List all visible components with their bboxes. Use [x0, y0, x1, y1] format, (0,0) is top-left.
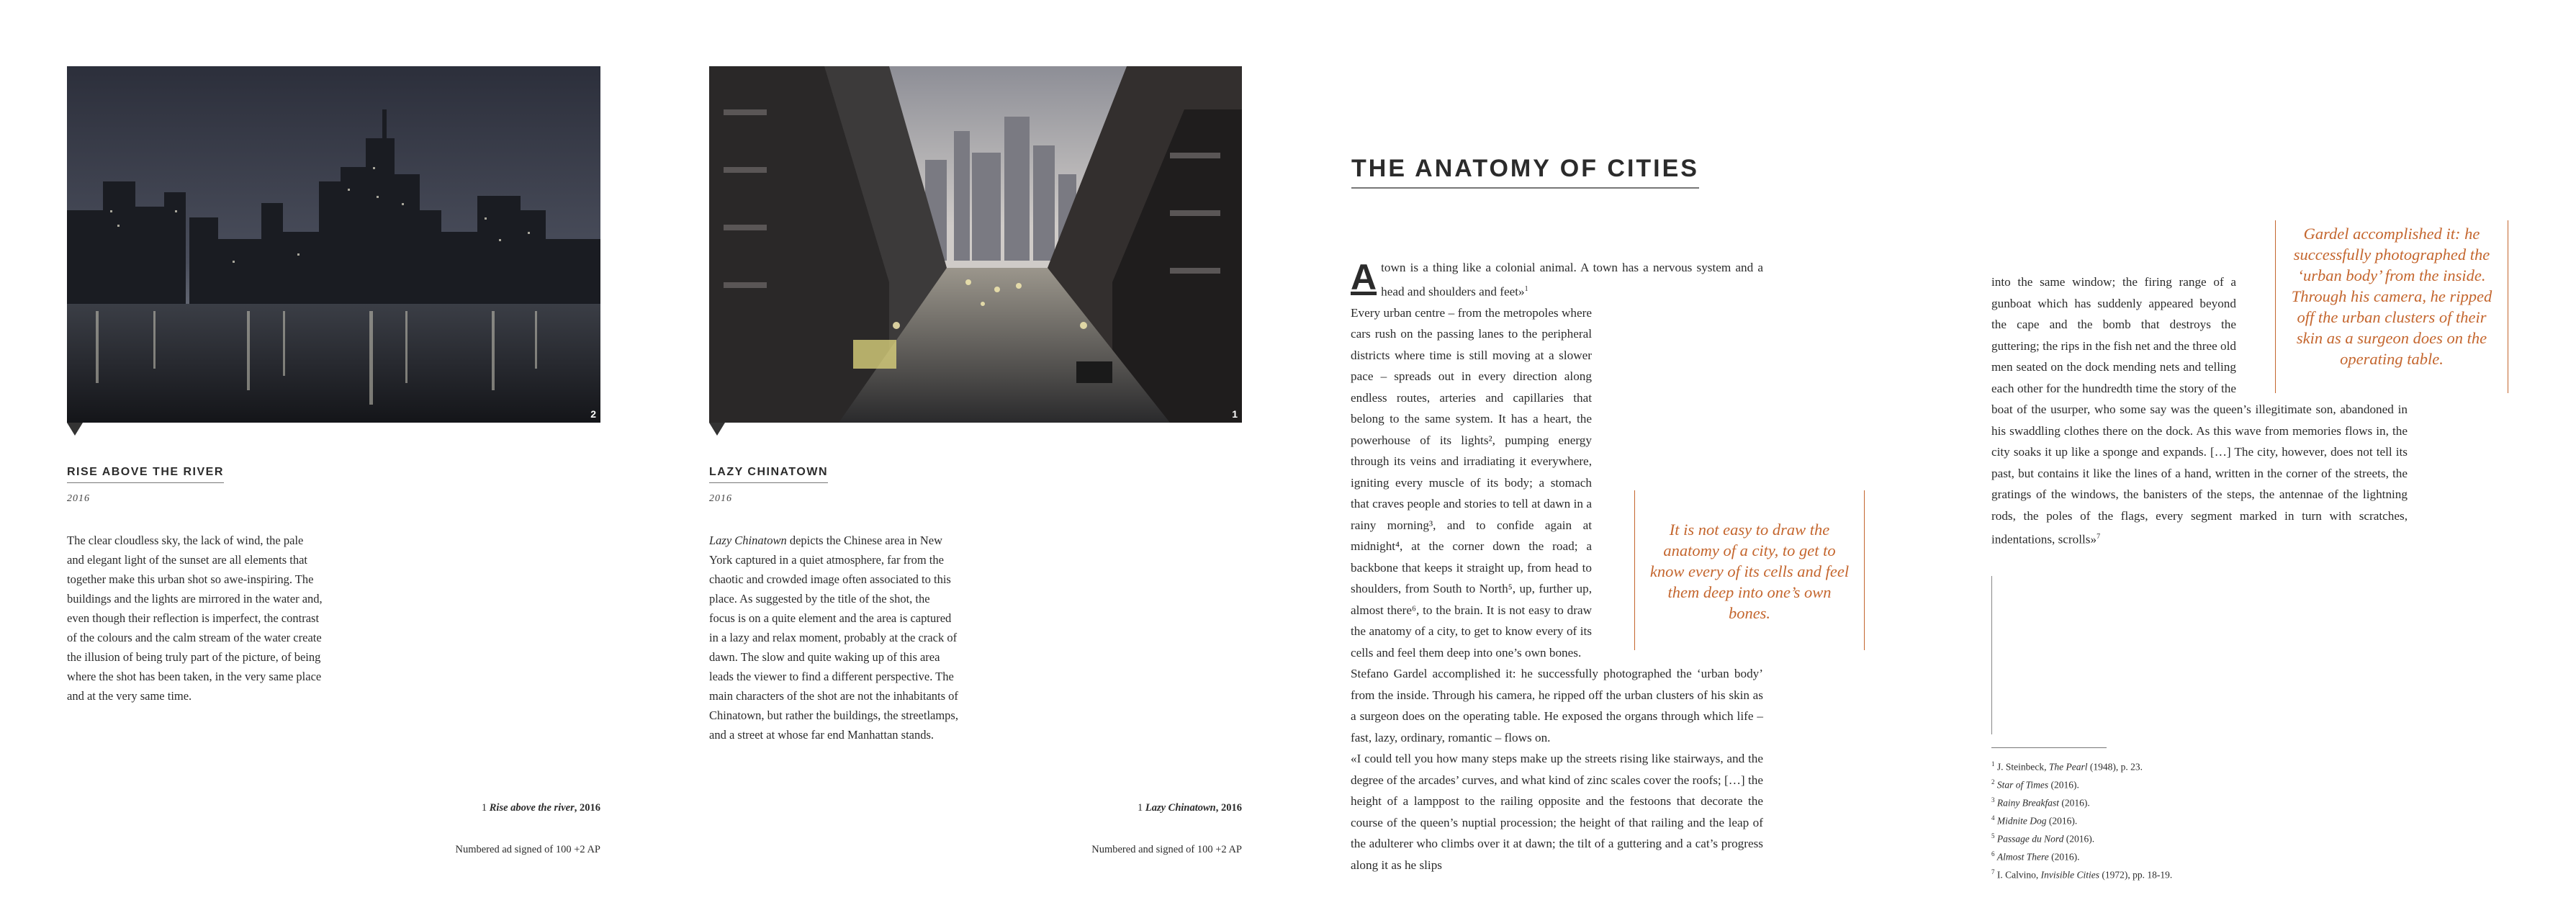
photo-title: LAZY CHINATOWN — [709, 466, 828, 483]
footnote-item: $^3$ Rainy Breakfast (2016). — [1991, 796, 2090, 809]
caption-year: , 2016 — [1215, 802, 1242, 814]
pull-quote-1: It is not easy to draw the anatomy of a city, to get to know every of its cells and feel them deep into one’s own bones. — [1634, 490, 1865, 650]
photo-year: 2016 — [67, 493, 90, 504]
description-title: Lazy Chinatown — [709, 534, 787, 547]
footnote-item: $^4$ Midnite Dog (2016). — [1991, 814, 2078, 827]
footnote-item: $^5$ Passage du Nord (2016). — [1991, 832, 2095, 845]
opening-paragraph: A town is a thing like a colonial animal. A town has a nervous system and a head and shoulders and feet»$^1$ — [1351, 257, 1763, 299]
description-text: depicts the Chinese area in New York captured in a quiet atmosphere, far from the chaotic and crowded image often associated to this place. As suggested by the title of the shot, the focus is on a quite element and the area is captured in a lazy and relax moment, probably at the crack of dawn. The slow and quite waking up of this area leads the viewer to find a different perspective. The main characters of the shot are not the inhabitants of Chinatown, but rather the buildings, the streetlamps, and a street at whose far end Manhattan stands. — [709, 534, 958, 742]
footnotes — [1991, 757, 2172, 883]
paragraph-continued: into the same window; the firing range of a gunboat which has suddenly appeared beyond the cape and the bomb that destroys the guttering; the rips in the fish net and the three old men seated on the dock mending nets and telling each other for the hundredth time the story of the boat of the usurper, who some say was the queen’s illegitimate son, abandoned in his swaddling clothes there on the dock. As this wave from memories flows in, the city soaks it up like a sponge and expands. […] The city, however, does not tell its past, but contains it like the lines of a hand, written in the corner of the streets, the gratings of the windows, the banisters of the steps, the antennae of the lightning rods, the poles of the flags, every segment marked in turn with scratches, indentations, scrolls»$^7$ — [1991, 271, 2408, 550]
footnote-vertical-rule — [1991, 576, 1992, 734]
photo-lazy-chinatown — [709, 66, 1242, 423]
paragraph-urban-centre: Every urban centre – from the metropoles where cars rush on the passing lanes to the peripheral districts where time is still moving at a slower pace – spreads out in every direction along endless routes, arteries and capillaries that belong to the same system. It has a heart, the powerhouse of its lights², pumping energy through its veins and irradiating it everywhere, igniting every muscle of its body; a stomach that craves people and stories to tell at dawn in a rainy morning³, and to confide again at midnight⁴, at the corner down the road; a backbone that keeps it straight up, from head to shoulders, from South to North⁵, up, further up, almost there⁶, to the brain. It is not easy to draw the anatomy of a city, to get to know every of its cells and feel them deep into one’s own bones. Stefano Gardel accomplished it: he successfully photographed the ‘urban body’ from the inside. Through his camera, he ripped off the urban clusters of his skin as a surgeon does on the operating table. He exposed the organs through which life – fast, lazy, ordinary, romantic – flows on. — [1351, 305, 1763, 744]
pull-quote-2: Gardel accomplished it: he successfully photographed the ‘urban body’ from the inside. Through his camera, he ripped off the urban clusters of their skin as a surgeon does on the operating table. — [2275, 220, 2508, 393]
footnote-item: $^7$ I. Calvino, Invisible Cities (1972), pp. 18-19. — [1991, 868, 2173, 881]
photo-edition: Numbered and signed of 100 +2 AP — [1091, 844, 1242, 855]
skyline-river-image — [67, 66, 600, 423]
photo-pointer-marker — [67, 423, 83, 436]
photo-description — [709, 531, 958, 744]
photo-number: 1 — [1232, 408, 1238, 420]
drop-cap: A — [1351, 257, 1377, 297]
footnote-rule — [1991, 747, 2107, 748]
caption-number: 1 — [481, 802, 487, 814]
photo-pointer-marker — [709, 423, 725, 436]
caption-number: 1 — [1137, 802, 1143, 814]
article-title: THE ANATOMY OF CITIES — [1351, 155, 1699, 189]
photo-caption — [482, 802, 600, 814]
chinatown-street-image — [709, 66, 1242, 423]
photo-rise-above-the-river — [67, 66, 600, 423]
paragraph-calvino-quote: «I could tell you how many steps make up the streets rising like stairways, and the degree of the arcades’ curves, and what kind of zinc scales cover the roofs; […] the height of a lamppost to the railing opposite and the festoons that decorate the course of the queen’s nuptial procession; the height of that railing and the leap of the adulterer who climbs over it at dawn; the tilt of a guttering and a cat’s progress along it as he slips — [1351, 752, 1763, 872]
photo-number: 2 — [590, 408, 596, 420]
photo-edition: Numbered ad signed of 100 +2 AP — [455, 844, 600, 855]
caption-title: Lazy Chinatown — [1145, 802, 1216, 814]
photo-description: The clear cloudless sky, the lack of wind, the pale and elegant light of the sunset are all elements that together make this urban shot so awe-inspiring. The buildings and the lights are mirrored in the water and, even though their reflection is imperfect, the contrast of the colours and the calm stream of the water create the illusion of being truly part of the picture, of being where the shot has been taken, in the very same place and at the very same time. — [67, 534, 323, 703]
footnote-item: $^1$ J. Steinbeck, The Pearl (1948), p. 23. — [1991, 760, 2143, 773]
caption-title: Rise above the river — [489, 802, 575, 814]
photo-caption — [1138, 802, 1242, 814]
caption-year: , 2016 — [574, 802, 600, 814]
footnote-item: $^6$ Almost There (2016). — [1991, 850, 2080, 863]
photo-year: 2016 — [709, 493, 732, 504]
footnote-item: $^2$ Star of Times (2016). — [1991, 778, 2079, 791]
photo-title: RISE ABOVE THE RIVER — [67, 466, 224, 483]
